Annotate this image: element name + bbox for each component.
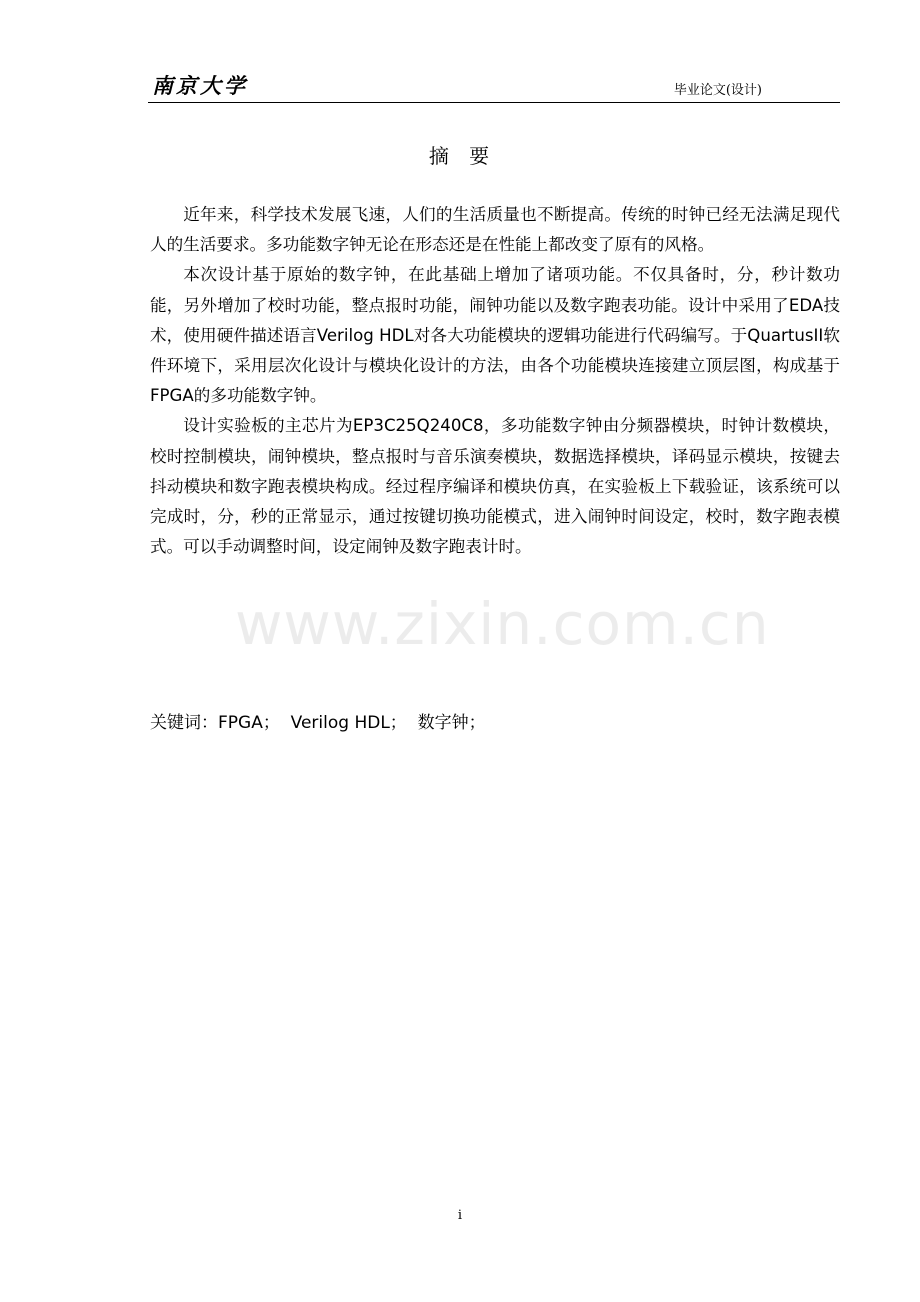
abstract-paragraph-2: 本次设计基于原始的数字钟，在此基础上增加了诸项功能。不仅具备时，分，秒计数功能，另外增加了校时功能，整点报时功能，闹钟功能以及数字跑表功能。设计中采用了EDA技术，使用硬件描述语言Verilog HDL对各大功能模块的逻辑功能进行代码编写。于QuartusII软件环境下，采用层次化设计与模块化设计的方法，由各个功能模块连接建立顶层图，构成基于FPGA的多功能数字钟。	[150, 265, 840, 406]
abstract-paragraph-3: 设计实验板的主芯片为EP3C25Q240C8，多功能数字钟由分频器模块，时钟计数模块，校时控制模块，闹钟模块，整点报时与音乐演奏模块，数据选择模块，译码显示模块，按键去抖动模块和数字跑表模块构成。经过程序编译和模块仿真，在实验板上下载验证，该系统可以完成时，分，秒的正常显示，通过按键切换功能模式，进入闹钟时间设定，校时，数字跑表模式。可以手动调整时间，设定闹钟及数字跑表计时。	[150, 416, 840, 557]
keywords-items: FPGA； Verilog HDL； 数字钟；	[218, 713, 486, 733]
document-type-label: 毕业论文(设计)	[673, 83, 762, 98]
abstract-paragraph-1: 近年来，科学技术发展飞速，人们的生活质量也不断提高。传统的时钟已经无法满足现代人的生活要求。多功能数字钟无论在形态还是在性能上都改变了原有的风格。	[150, 205, 840, 255]
abstract-body	[150, 200, 840, 562]
page-number: i	[457, 1208, 463, 1223]
university-logo: 南京大学	[152, 73, 248, 98]
keywords-label: 关键词：	[150, 713, 218, 733]
watermark: www.zixin.com.cn	[235, 590, 770, 658]
page-header	[148, 68, 840, 103]
abstract-title: 摘 要	[428, 144, 492, 168]
keywords-line	[150, 708, 486, 733]
